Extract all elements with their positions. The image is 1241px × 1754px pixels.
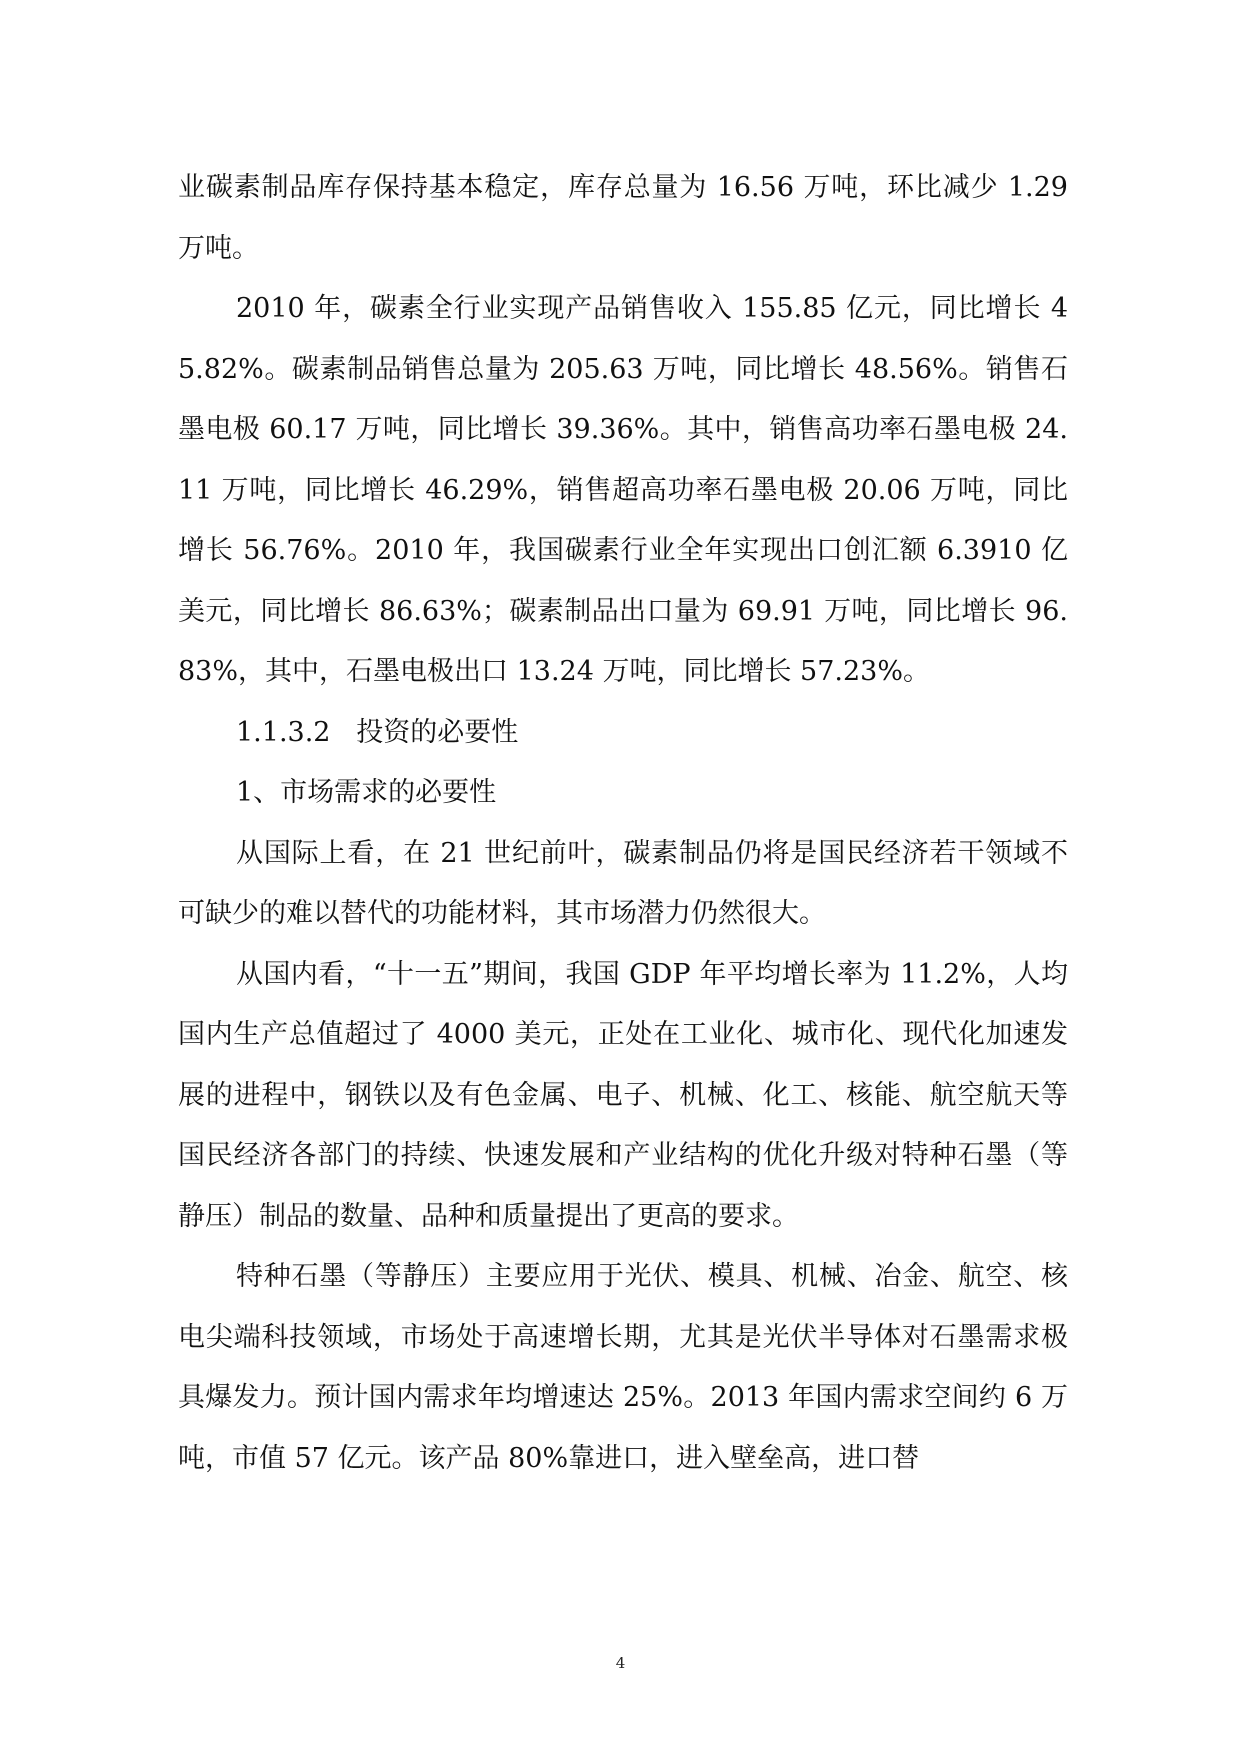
document-body [178,158,1068,1489]
page-number: 4 [615,1654,626,1672]
paragraph-2010-sales: 2010 年，碳素全行业实现产品销售收入 155.85 亿元，同比增长 45.82%。碳素制品销售总量为 205.63 万吨，同比增长 48.56%。销售石墨电极 60.17 万吨，同比增长 39.36%。其中，销售高功率石墨电极 24.11 万吨，同比增长 46.29%，销售超高功率石墨电极 20.06 万吨，同比增长 56.76%。2010 年，我国碳素行业全年实现出口创汇额 6.3910 亿美元，同比增长 86.63%；碳素制品出口量为 69.91 万吨，同比增长 96.83%，其中，石墨电极出口 13.24 万吨，同比增长 57.23%。 [178,293,1068,687]
section-heading-investment-necessity: 1.1.3.2 投资的必要性 [236,716,519,748]
paragraph-special-graphite: 特种石墨（等静压）主要应用于光伏、模具、机械、冶金、航空、核电尖端科技领域，市场处于高速增长期，尤其是光伏半导体对石墨需求极具爆发力。预计国内需求年均增速达 25%。2013 年国内需求空间约 6 万吨，市值 57 亿元。该产品 80%靠进口，进入壁垒高，进口替 [178,1261,1068,1474]
paragraph-domestic-outlook: 从国内看，“十一五”期间，我国 GDP 年平均增长率为 11.2%，人均国内生产总值超过了 4000 美元，正处在工业化、城市化、现代化加速发展的进程中，钢铁以及有色金属、电子、机械、化工、核能、航空航天等国民经济各部门的持续、快速发展和产业结构的优化升级对特种石墨（等静压）制品的数量、品种和质量提出了更高的要求。 [178,958,1068,1232]
subheading-market-demand: 1、市场需求的必要性 [236,777,497,808]
paragraph-inventory-continuation: 业碳素制品库存保持基本稳定，库存总量为 16.56 万吨，环比减少 1.29 万吨。 [178,172,1068,264]
paragraph-international-outlook: 从国际上看，在 21 世纪前叶，碳素制品仍将是国民经济若干领域不可缺少的难以替代的功能材料，其市场潜力仍然很大。 [178,837,1068,929]
